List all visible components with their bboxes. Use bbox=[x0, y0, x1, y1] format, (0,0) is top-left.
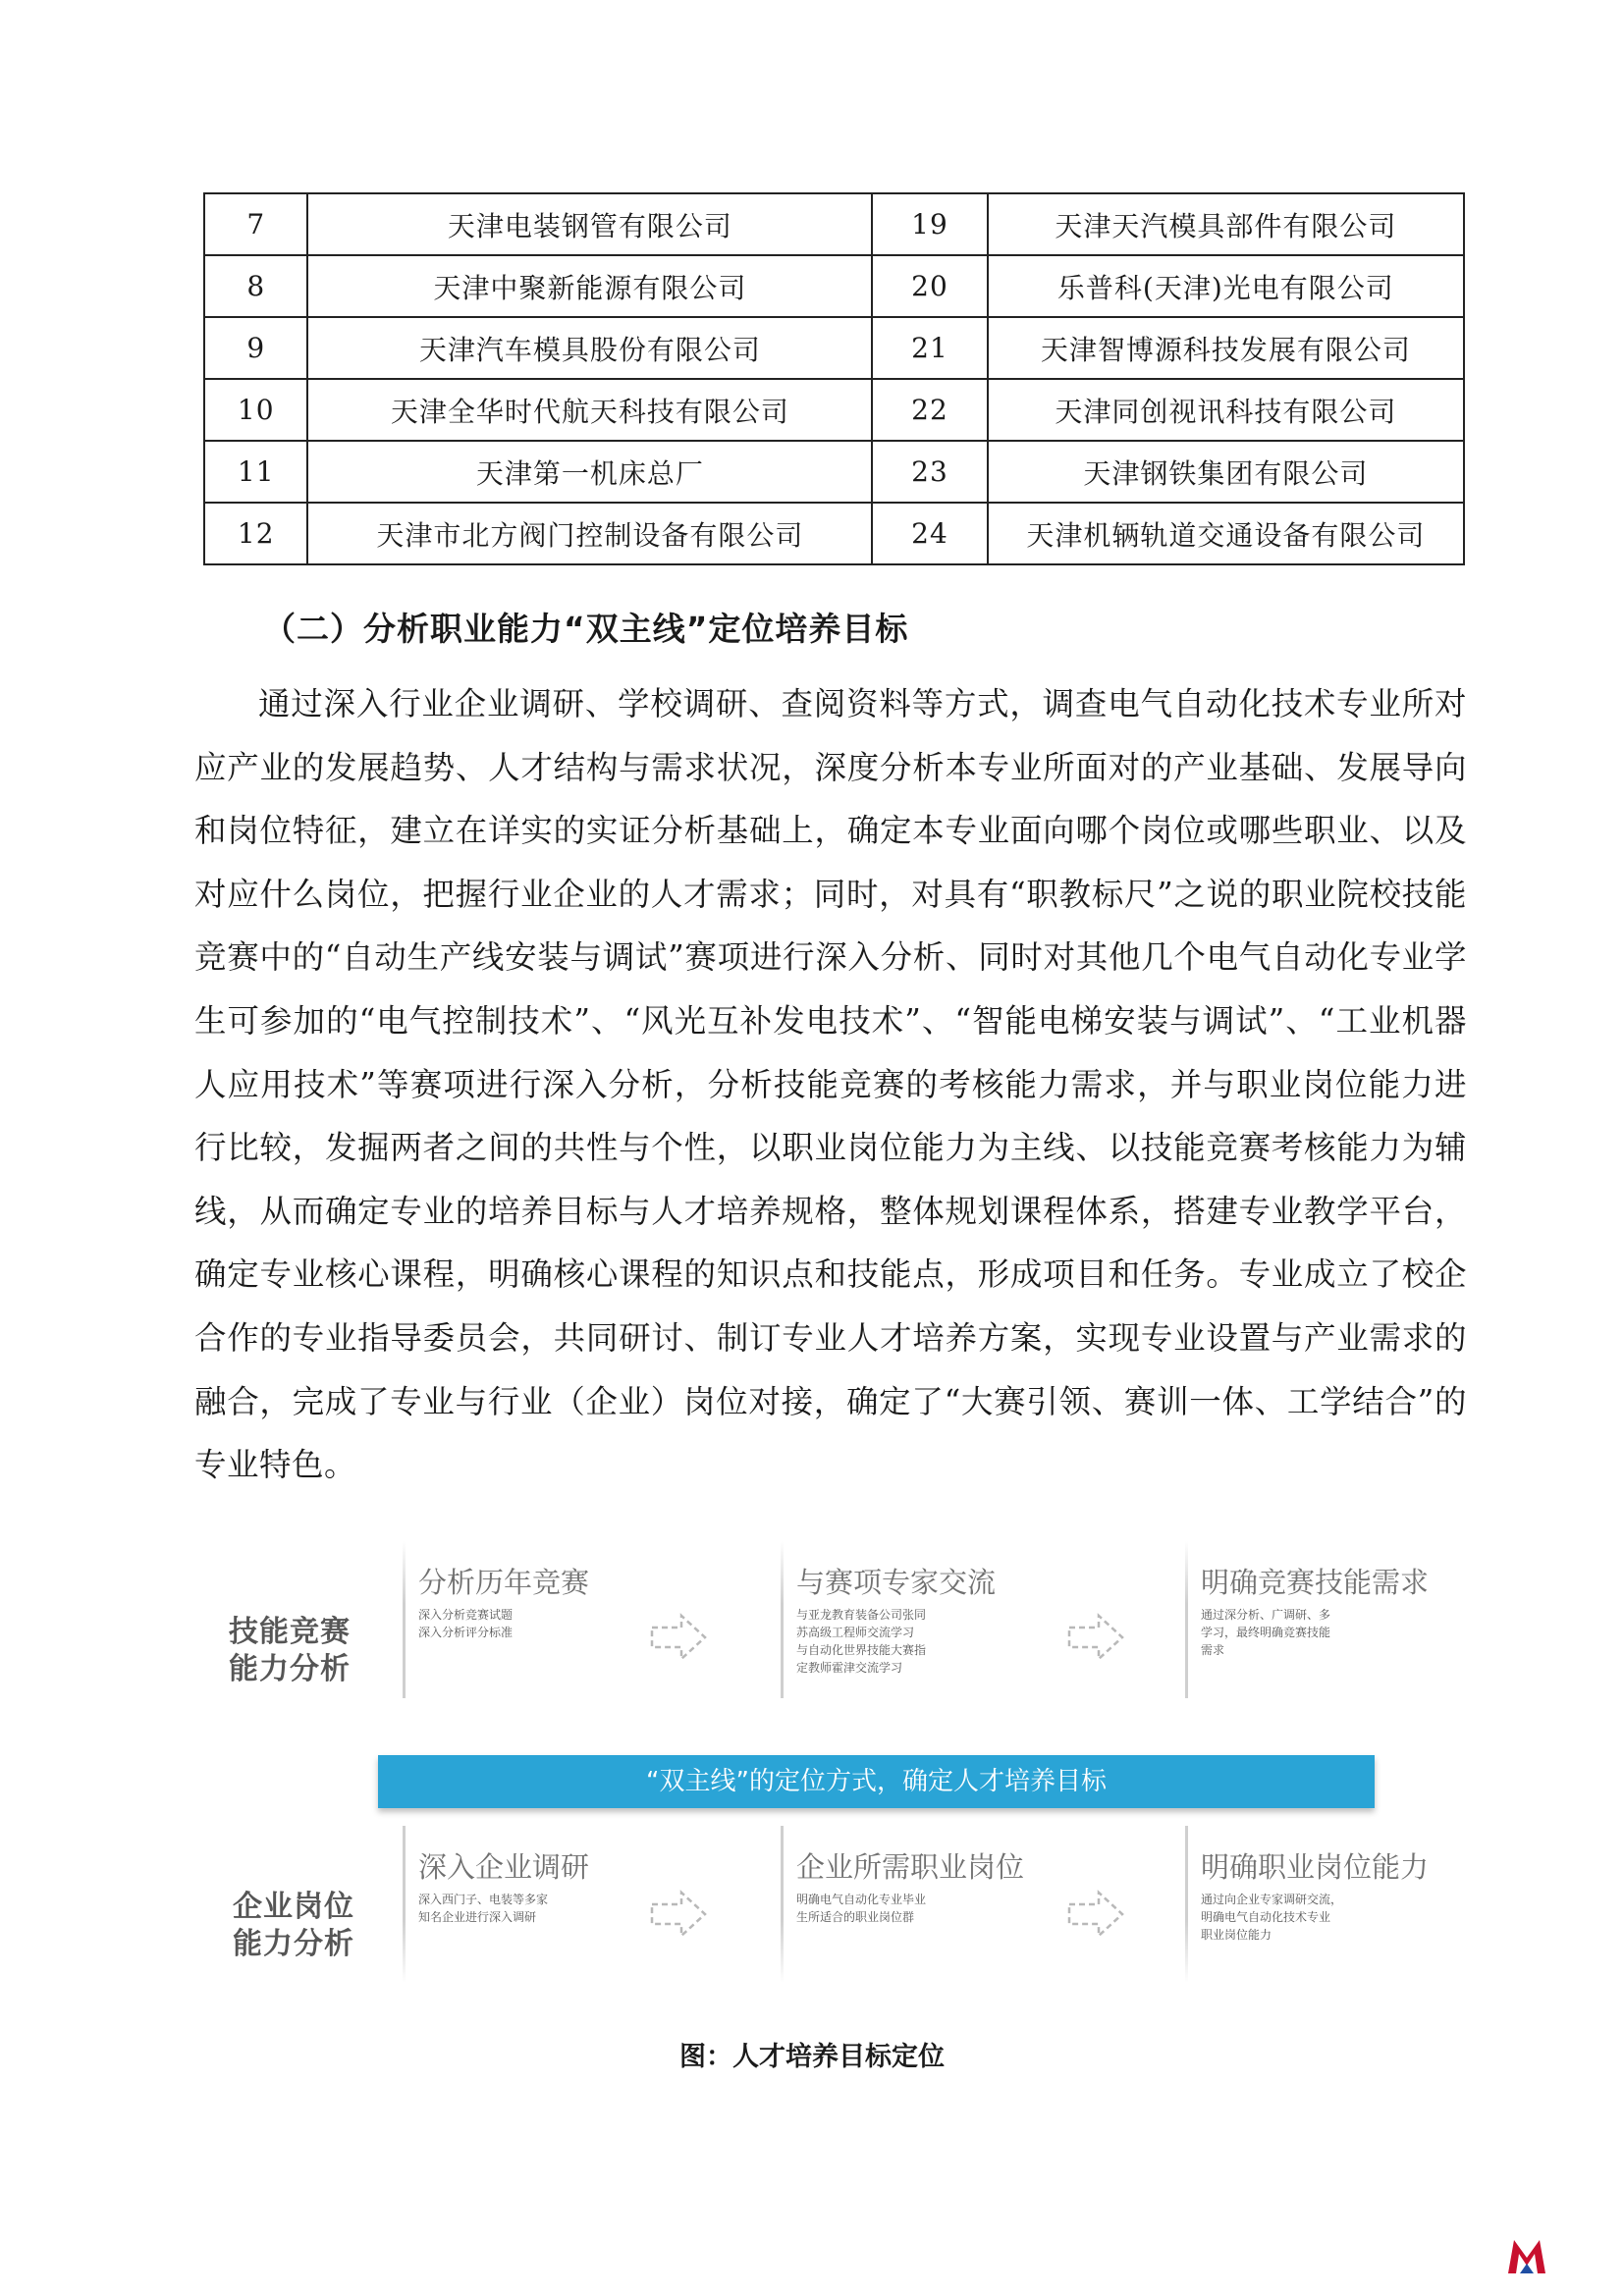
body-paragraph: 通过深入行业企业调研、学校调研、查阅资料等方式，调查电气自动化技术专业所对应产业的发展趋势、人才结构与需求状况，深度分析本专业所面对的产业基础、发展导向和岗位特征，建立在详实的实证分析基础上，确定本专业面向哪个岗位或哪些职业、以及对应什么岗位，把握行业企业的人才需求；同时，对具有“职教标尺”之说的职业院校技能竞赛中的“自动生产线安装与调试”赛项进行深入分析、同时对其他几个电气自动化专业学生可参加的“电气控制技术”、“风光互补发电技术”、“智能电梯安装与调试”、“工业机器人应用技术”等赛项进行深入分析，分析技能竞赛的考核能力需求，并与职业岗位能力进行比较，发掘两者之间的共性与个性，以职业岗位能力为主线、以技能竞赛考核能力为辅线，从而确定专业的培养目标与人才培养规格，整体规划课程体系，搭建专业教学平台，确定专业核心课程，明确核心课程的知识点和技能点，形成项目和任务。专业成立了校企合作的专业指导委员会，共同研讨、制订专业人才培养方案，实现专业设置与产业需求的融合，完成了专业与行业（企业）岗位对接，确定了“大赛引领、赛训一体、工学结合”的专业特色。 bbox=[194, 685, 1467, 1484]
row-number: 8 bbox=[204, 255, 307, 317]
publisher-logo-icon bbox=[1506, 2236, 1547, 2275]
step-title: 与赛项专家交流 bbox=[796, 1566, 997, 1599]
company-name: 天津同创视讯科技有限公司 bbox=[988, 379, 1464, 441]
table-row bbox=[204, 379, 1464, 441]
section-heading: （二）分析职业能力“双主线”定位培养目标 bbox=[263, 610, 909, 648]
row-number: 24 bbox=[872, 503, 988, 564]
company-name: 天津智博源科技发展有限公司 bbox=[988, 317, 1464, 379]
step-divider bbox=[403, 1541, 406, 1698]
table-row bbox=[204, 255, 1464, 317]
company-name: 天津钢铁集团有限公司 bbox=[988, 441, 1464, 503]
company-name: 天津机辆轨道交通设备有限公司 bbox=[988, 503, 1464, 564]
bottom-row-label bbox=[233, 1889, 354, 1963]
table-row bbox=[204, 503, 1464, 564]
step-divider bbox=[1185, 1826, 1188, 1983]
table-row bbox=[204, 441, 1464, 503]
company-name: 天津全华时代航天科技有限公司 bbox=[307, 379, 872, 441]
row-number: 21 bbox=[872, 317, 988, 379]
row-number: 23 bbox=[872, 441, 988, 503]
step-title: 企业所需职业岗位 bbox=[796, 1850, 1025, 1884]
dashed-arrow-icon bbox=[648, 1610, 709, 1665]
step-divider bbox=[403, 1826, 406, 1983]
step-description: 通过深分析、广调研、多 学习，最终明确竞赛技能 需求 bbox=[1201, 1608, 1331, 1657]
step-title: 分析历年竞赛 bbox=[418, 1566, 590, 1599]
company-name: 乐普科(天津)光电有限公司 bbox=[988, 255, 1464, 317]
dashed-arrow-icon bbox=[648, 1887, 709, 1942]
row-number: 19 bbox=[872, 193, 988, 255]
top-row-label bbox=[229, 1614, 351, 1688]
company-name: 天津汽车模具股份有限公司 bbox=[307, 317, 872, 379]
top-row-label-line: 能力分析 bbox=[229, 1652, 351, 1686]
step-description: 深入分析竞赛试题 深入分析评分标准 bbox=[418, 1608, 514, 1639]
figure-caption: 图：人才培养目标定位 bbox=[679, 2042, 945, 2072]
step-title: 明确职业岗位能力 bbox=[1201, 1850, 1430, 1884]
dashed-arrow-icon bbox=[1065, 1887, 1126, 1942]
bottom-row-label-line: 企业岗位 bbox=[233, 1890, 354, 1924]
step-description: 通过向企业专家调研交流， 明确电气自动化技术专业 职业岗位能力 bbox=[1201, 1893, 1343, 1942]
row-number: 20 bbox=[872, 255, 988, 317]
step-divider bbox=[781, 1826, 784, 1983]
row-number: 12 bbox=[204, 503, 307, 564]
company-name: 天津天汽模具部件有限公司 bbox=[988, 193, 1464, 255]
company-name: 天津电装钢管有限公司 bbox=[307, 193, 872, 255]
company-name: 天津市北方阀门控制设备有限公司 bbox=[307, 503, 872, 564]
row-number: 7 bbox=[204, 193, 307, 255]
step-divider bbox=[781, 1541, 784, 1698]
top-row-label-line: 技能竞赛 bbox=[229, 1615, 351, 1649]
dashed-arrow-icon bbox=[1065, 1610, 1126, 1665]
step-description: 明确电气自动化专业毕业 生所适合的职业岗位群 bbox=[796, 1893, 927, 1924]
step-divider bbox=[1185, 1541, 1188, 1698]
step-title: 深入企业调研 bbox=[418, 1850, 590, 1884]
row-number: 9 bbox=[204, 317, 307, 379]
table-row bbox=[204, 317, 1464, 379]
step-title: 明确竞赛技能需求 bbox=[1201, 1566, 1430, 1599]
company-name: 天津中聚新能源有限公司 bbox=[307, 255, 872, 317]
company-name: 天津第一机床总厂 bbox=[307, 441, 872, 503]
dual-mainline-banner: “双主线”的定位方式，确定人才培养目标 bbox=[378, 1755, 1375, 1808]
step-description: 深入西门子、电装等多家 知名企业进行深入调研 bbox=[418, 1893, 549, 1924]
row-number: 11 bbox=[204, 441, 307, 503]
table-row bbox=[204, 193, 1464, 255]
step-description: 与亚龙教育装备公司张同 苏高级工程师交流学习 与自动化世界技能大赛指 定教师霍津交流学习 bbox=[796, 1608, 927, 1675]
bottom-row-label-line: 能力分析 bbox=[233, 1927, 354, 1961]
company-table bbox=[203, 192, 1465, 565]
talent-goal-diagram bbox=[211, 1541, 1434, 2012]
row-number: 10 bbox=[204, 379, 307, 441]
row-number: 22 bbox=[872, 379, 988, 441]
